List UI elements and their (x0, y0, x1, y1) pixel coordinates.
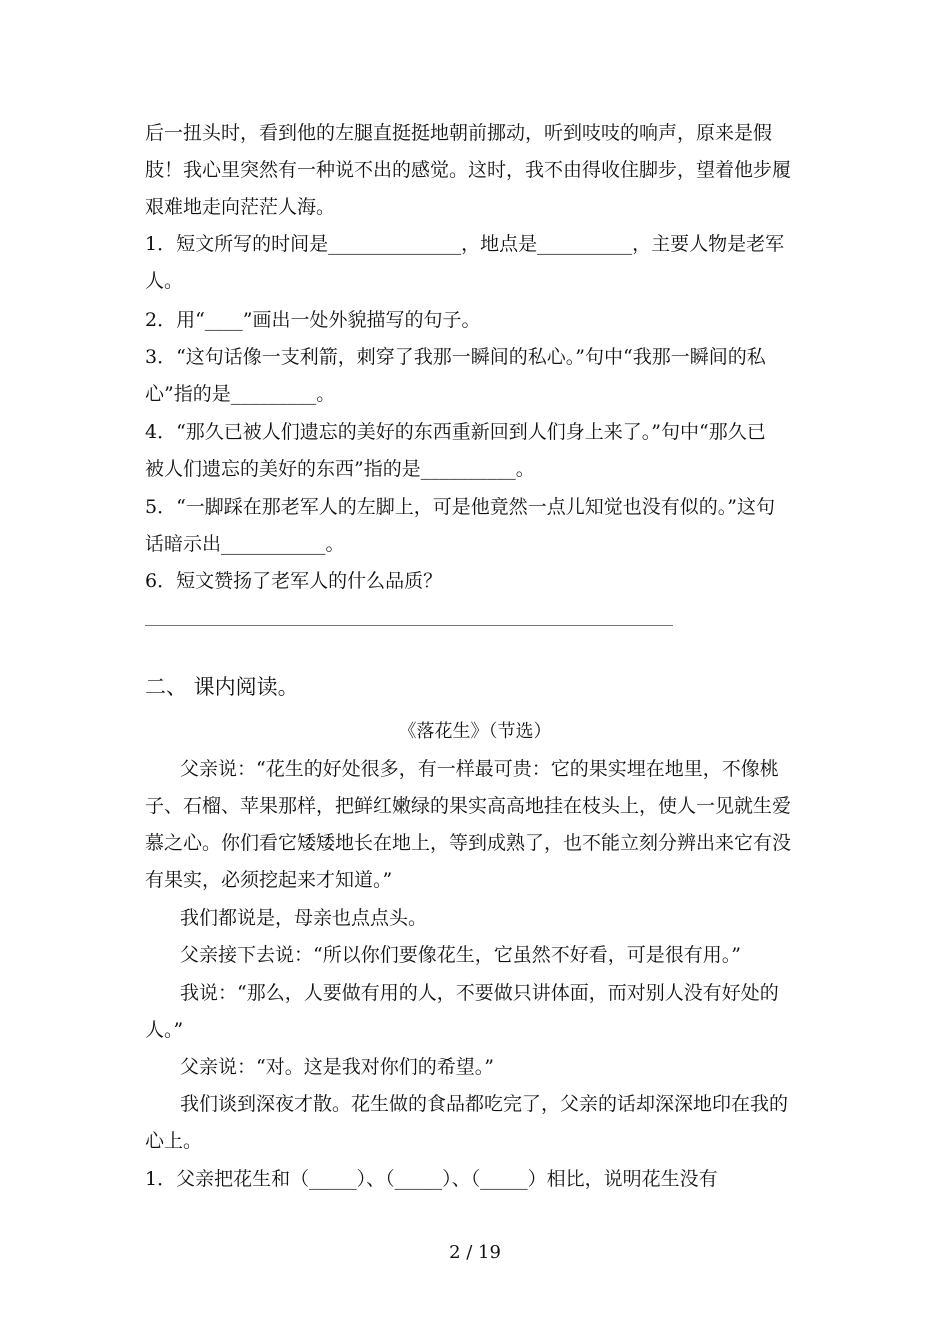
paragraph-line: 子、石榴、苹果那样，把鲜红嫩绿的果实高高地挂在枝头上，使人一见就生爱 (145, 795, 792, 817)
question-1-line: 人。 (145, 270, 184, 292)
question-1-line: 1．父亲把花生和（_____）、（_____）、（_____）相比，说明花生没有 (145, 1168, 718, 1190)
answer-line (145, 625, 673, 626)
passage1-line: 肢！我心里突然有一种说不出的感觉。这时，我不由得收住脚步，望着他步履 (145, 159, 792, 181)
section-heading: 二、 课内阅读。 (145, 675, 299, 699)
question-5-line: 话暗示出___________。 (145, 533, 345, 555)
passage1-line: 艰难地走向茫茫人海。 (145, 196, 336, 218)
passage1-line: 后一扭头时，看到他的左腿直挺挺地朝前挪动，听到吱吱的响声，原来是假 (145, 122, 773, 144)
paragraph-line: 我们谈到深夜才散。花生做的食品都吃完了，父亲的话却深深地印在我的 (180, 1093, 789, 1115)
question-4-line: 4．“那久已被人们遗忘的美好的东西重新回到人们身上来了。”句中“那久已 (145, 421, 766, 443)
question-6-line: 6．短文赞扬了老军人的什么品质？ (145, 570, 443, 592)
paragraph-line: 父亲说：“对。这是我对你们的希望。” (180, 1056, 494, 1078)
paragraph-line: 我说：“那么，人要做有用的人，不要做只讲体面，而对别人没有好处的 (180, 982, 779, 1004)
question-3-line: 心”指的是_________。 (145, 383, 336, 405)
paragraph-line: 父亲接下去说：“所以你们要像花生，它虽然不好看，可是很有用。” (180, 944, 741, 966)
paragraph-line: 父亲说：“花生的好处很多，有一样最可贵：它的果实埋在地里，不像桃 (180, 758, 779, 780)
paragraph-line: 慕之心。你们看它矮矮地长在地上，等到成熟了，也不能立刻分辨出来它有没 (145, 832, 792, 854)
passage-title: 《落花生》（节选） (398, 721, 552, 742)
question-3-line: 3．“这句话像一支利箭，刺穿了我那一瞬间的私心。”句中“我那一瞬间的私 (145, 346, 766, 368)
paragraph-line: 我们都说是，母亲也点点头。 (180, 907, 428, 929)
paragraph-line: 有果实，必须挖起来才知道。” (145, 869, 393, 891)
page-number: 2 / 19 (449, 1242, 501, 1263)
question-2-line: 2．用“____”画出一处外貌描写的句子。 (145, 309, 481, 331)
question-4-line: 被人们遗忘的美好的东西”指的是__________。 (145, 458, 535, 480)
question-5-line: 5．“一脚踩在那老军人的左脚上，可是他竟然一点儿知觉也没有似的。”这句 (145, 496, 776, 518)
question-1-line: 1．短文所写的时间是______________，地点是__________，主要人物是老军 (145, 233, 785, 255)
paragraph-line: 人。” (145, 1019, 184, 1041)
paragraph-line: 心上。 (145, 1130, 203, 1152)
